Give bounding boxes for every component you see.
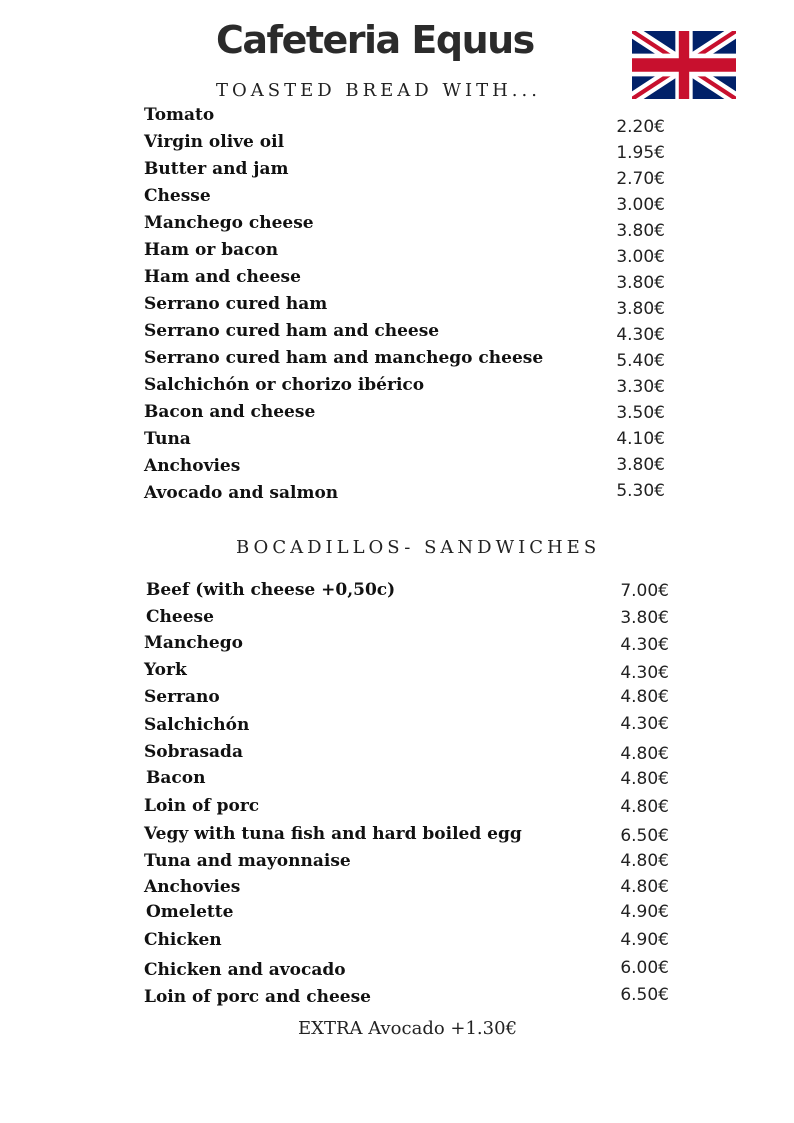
item-price: 4.80€ xyxy=(620,877,669,897)
item-price: 4.10€ xyxy=(616,429,665,449)
item-price: 3.80€ xyxy=(616,273,665,293)
item-name: Sobrasada xyxy=(144,742,243,762)
item-price: 4.80€ xyxy=(620,744,669,764)
item-price: 5.30€ xyxy=(616,481,665,501)
item-name: Bacon xyxy=(146,768,206,788)
item-price: 3.30€ xyxy=(616,377,665,397)
item-name: Tomato xyxy=(144,105,215,125)
item-name: Ham and cheese xyxy=(144,267,301,287)
item-price: 3.50€ xyxy=(616,403,665,423)
item-name: Chicken and avocado xyxy=(144,960,346,980)
item-price: 4.30€ xyxy=(620,663,669,683)
item-price: 4.30€ xyxy=(616,325,665,345)
menu-title: Cafeteria Equus xyxy=(216,18,534,62)
item-name: York xyxy=(144,660,187,680)
item-price: 2.20€ xyxy=(616,117,665,137)
item-price: 4.30€ xyxy=(620,635,669,655)
sandwiches-heading: BOCADILLOS- SANDWICHES xyxy=(236,537,601,558)
item-name: Avocado and salmon xyxy=(144,483,339,503)
item-name: Manchego cheese xyxy=(144,213,314,233)
item-price: 1.95€ xyxy=(616,143,665,163)
item-price: 2.70€ xyxy=(616,169,665,189)
item-price: 6.00€ xyxy=(620,958,669,978)
item-name: Anchovies xyxy=(144,877,241,897)
item-name: Cheese xyxy=(146,607,214,627)
item-name: Serrano xyxy=(144,687,220,707)
item-price: 6.50€ xyxy=(620,985,669,1005)
item-price: 5.40€ xyxy=(616,351,665,371)
item-price: 3.80€ xyxy=(616,299,665,319)
toasted-heading: TOASTED BREAD WITH... xyxy=(216,80,541,101)
item-price: 3.80€ xyxy=(620,608,669,628)
item-name: Virgin olive oil xyxy=(144,132,285,152)
item-name: Omelette xyxy=(146,902,234,922)
item-price: 7.00€ xyxy=(620,581,669,601)
item-price: 4.80€ xyxy=(620,769,669,789)
item-price: 6.50€ xyxy=(620,826,669,846)
item-name: Beef (with cheese +0,50c) xyxy=(146,580,396,600)
item-price: 3.00€ xyxy=(616,195,665,215)
item-name: Tuna xyxy=(144,429,191,449)
uk-flag-icon xyxy=(632,31,736,99)
item-name: Loin of porc and cheese xyxy=(144,987,371,1007)
extra-note: EXTRA Avocado +1.30€ xyxy=(298,1018,518,1039)
item-name: Anchovies xyxy=(144,456,241,476)
item-price: 4.90€ xyxy=(620,930,669,950)
item-name: Manchego xyxy=(144,633,243,653)
item-price: 4.80€ xyxy=(620,797,669,817)
item-name: Chicken xyxy=(144,930,222,950)
item-name: Ham or bacon xyxy=(144,240,279,260)
item-price: 4.30€ xyxy=(620,714,669,734)
item-name: Chesse xyxy=(144,186,211,206)
item-name: Serrano cured ham and manchego cheese xyxy=(144,348,544,368)
item-name: Salchichón or chorizo ibérico xyxy=(144,375,425,395)
item-name: Loin of porc xyxy=(144,796,260,816)
item-price: 3.80€ xyxy=(616,455,665,475)
item-name: Vegy with tuna fish and hard boiled egg xyxy=(144,824,522,844)
item-name: Salchichón xyxy=(144,715,250,735)
item-name: Butter and jam xyxy=(144,159,289,179)
item-name: Tuna and mayonnaise xyxy=(144,851,351,871)
item-name: Bacon and cheese xyxy=(144,402,316,422)
item-price: 4.80€ xyxy=(620,851,669,871)
item-name: Serrano cured ham xyxy=(144,294,328,314)
item-price: 4.90€ xyxy=(620,902,669,922)
item-price: 3.00€ xyxy=(616,247,665,267)
item-name: Serrano cured ham and cheese xyxy=(144,321,440,341)
item-price: 4.80€ xyxy=(620,687,669,707)
item-price: 3.80€ xyxy=(616,221,665,241)
